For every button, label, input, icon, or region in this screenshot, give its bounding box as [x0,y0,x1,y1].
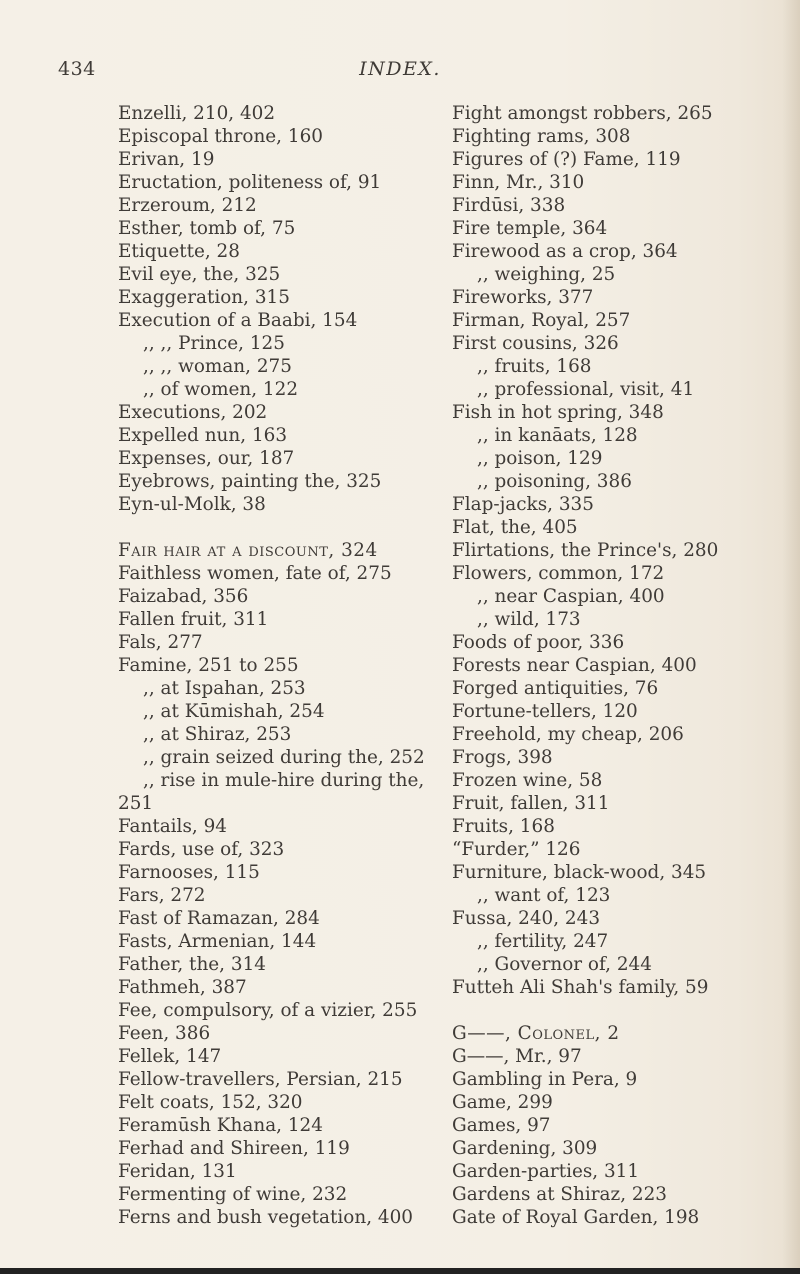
index-entry: Game, 299 [452,1092,553,1113]
index-entry: ,, weighing, 25 [477,264,616,285]
index-entry: Etiquette, 28 [118,241,240,262]
index-entry: ,, at Kūmishah, 254 [143,701,325,722]
index-entry: ,, at Ispahan, 253 [143,678,306,699]
index-entry: Erivan, 19 [118,149,215,170]
index-entry: Furniture, black-wood, 345 [452,862,707,883]
index-entry: Feramūsh Khana, 124 [118,1115,323,1136]
index-entry: Fellow-travellers, Persian, 215 [118,1069,403,1090]
index-entry: ,, rise in mule-hire during the, [143,770,425,791]
index-entry: ,, at Shiraz, 253 [143,724,292,745]
index-entry: Flirtations, the Prince's, 280 [452,540,719,561]
index-entry: Frozen wine, 58 [452,770,603,791]
index-entry: Episcopal throne, 160 [118,126,323,147]
index-entry: Fasts, Armenian, 144 [118,931,317,952]
index-entry: ,, ,, Prince, 125 [143,333,285,354]
page-number: 434 [58,58,96,80]
index-entry: Farnooses, 115 [118,862,260,883]
index-entry: Flap-jacks, 335 [452,494,594,515]
index-entry: Gate of Royal Garden, 198 [452,1207,700,1228]
index-entry: Exaggeration, 315 [118,287,290,308]
index-entry: Faithless women, fate of, 275 [118,563,392,584]
index-entry: First cousins, 326 [452,333,619,354]
index-entry: Ferns and bush vegetation, 400 [118,1207,413,1228]
index-entry: Fast of Ramazan, 284 [118,908,320,929]
index-entry: ,, near Caspian, 400 [477,586,665,607]
index-entry: Fermenting of wine, 232 [118,1184,348,1205]
index-entry: Eyebrows, painting the, 325 [118,471,382,492]
index-entry: ,, poisoning, 386 [477,471,632,492]
index-entry: G——, Colonel, 2 [452,1023,620,1044]
index-entry: Fantails, 94 [118,816,227,837]
index-entry: Gardens at Shiraz, 223 [452,1184,667,1205]
scan-bottom-edge [0,1268,800,1274]
index-entry: ,, poison, 129 [477,448,603,469]
index-entry: Fussa, 240, 243 [452,908,601,929]
index-entry: ,, ,, woman, 275 [143,356,292,377]
index-entry: Gardening, 309 [452,1138,598,1159]
index-entry: Feridan, 131 [118,1161,237,1182]
running-head: INDEX. [359,58,441,80]
index-entry: Futteh Ali Shah's family, 59 [452,977,709,998]
index-entry: Fireworks, 377 [452,287,594,308]
index-column-left [118,102,458,1229]
index-entry: G——, Mr., 97 [452,1046,582,1067]
index-entry: Fards, use of, 323 [118,839,285,860]
index-entry: Firdūsi, 338 [452,195,566,216]
index-entry: ,, Governor of, 244 [477,954,652,975]
index-entry: Famine, 251 to 255 [118,655,299,676]
index-entry: Felt coats, 152, 320 [118,1092,303,1113]
index-entry: Fortune-tellers, 120 [452,701,638,722]
index-entry: Fight amongst robbers, 265 [452,103,713,124]
index-entry: ,, fertility, 247 [477,931,609,952]
index-entry: ,, wild, 173 [477,609,581,630]
index-entry: Gambling in Pera, 9 [452,1069,638,1090]
index-column-right [452,102,792,1229]
section-gap [118,516,458,539]
index-entry: Ferhad and Shireen, 119 [118,1138,350,1159]
index-entry: Fals, 277 [118,632,203,653]
index-entry: ,, professional, visit, 41 [477,379,695,400]
index-entry: 251 [118,793,154,814]
index-entry: ,, grain seized during the, 252 [143,747,425,768]
index-entry: Fellek, 147 [118,1046,222,1067]
index-entry: Fruits, 168 [452,816,555,837]
index-entry: Fish in hot spring, 348 [452,402,664,423]
index-entry: ,, of women, 122 [143,379,299,400]
index-entry: Flowers, common, 172 [452,563,665,584]
index-entry: Execution of a Baabi, 154 [118,310,358,331]
index-entry: ,, want of, 123 [477,885,611,906]
index-entry: Flat, the, 405 [452,517,578,538]
index-entry: Eyn-ul-Molk, 38 [118,494,266,515]
index-entry: Expenses, our, 187 [118,448,295,469]
index-entry: Executions, 202 [118,402,268,423]
index-entry: Frogs, 398 [452,747,553,768]
index-entry: “Furder,” 126 [452,839,581,860]
index-entry: Faizabad, 356 [118,586,249,607]
index-entry: Erzeroum, 212 [118,195,257,216]
index-entry: Foods of poor, 336 [452,632,625,653]
index-entry: Esther, tomb of, 75 [118,218,296,239]
index-entry: Garden-parties, 311 [452,1161,640,1182]
index-entry: Finn, Mr., 310 [452,172,585,193]
index-entry: ,, fruits, 168 [477,356,592,377]
index-entry: Forests near Caspian, 400 [452,655,697,676]
index-entry: Freehold, my cheap, 206 [452,724,684,745]
index-entry: Fire temple, 364 [452,218,608,239]
index-entry: Fallen fruit, 311 [118,609,269,630]
index-entry: Fruit, fallen, 311 [452,793,610,814]
index-entry: Father, the, 314 [118,954,266,975]
index-entry: Firewood as a crop, 364 [452,241,678,262]
index-entry: Feen, 386 [118,1023,211,1044]
index-entry: Fars, 272 [118,885,206,906]
index-entry: Games, 97 [452,1115,551,1136]
index-entry: Fee, compulsory, of a vizier, 255 [118,1000,418,1021]
section-gap [452,999,792,1022]
index-entry: Evil eye, the, 325 [118,264,281,285]
index-entry: ,, in kanāats, 128 [477,425,638,446]
index-entry: Forged antiquities, 76 [452,678,659,699]
index-entry: Expelled nun, 163 [118,425,288,446]
index-entry: Eructation, politeness of, 91 [118,172,382,193]
index-entry: Enzelli, 210, 402 [118,103,276,124]
index-entry: Fathmeh, 387 [118,977,247,998]
index-entry: Figures of (?) Fame, 119 [452,149,681,170]
index-entry: Fair hair at a discount, 324 [118,540,378,561]
index-entry: Fighting rams, 308 [452,126,631,147]
index-entry: Firman, Royal, 257 [452,310,631,331]
